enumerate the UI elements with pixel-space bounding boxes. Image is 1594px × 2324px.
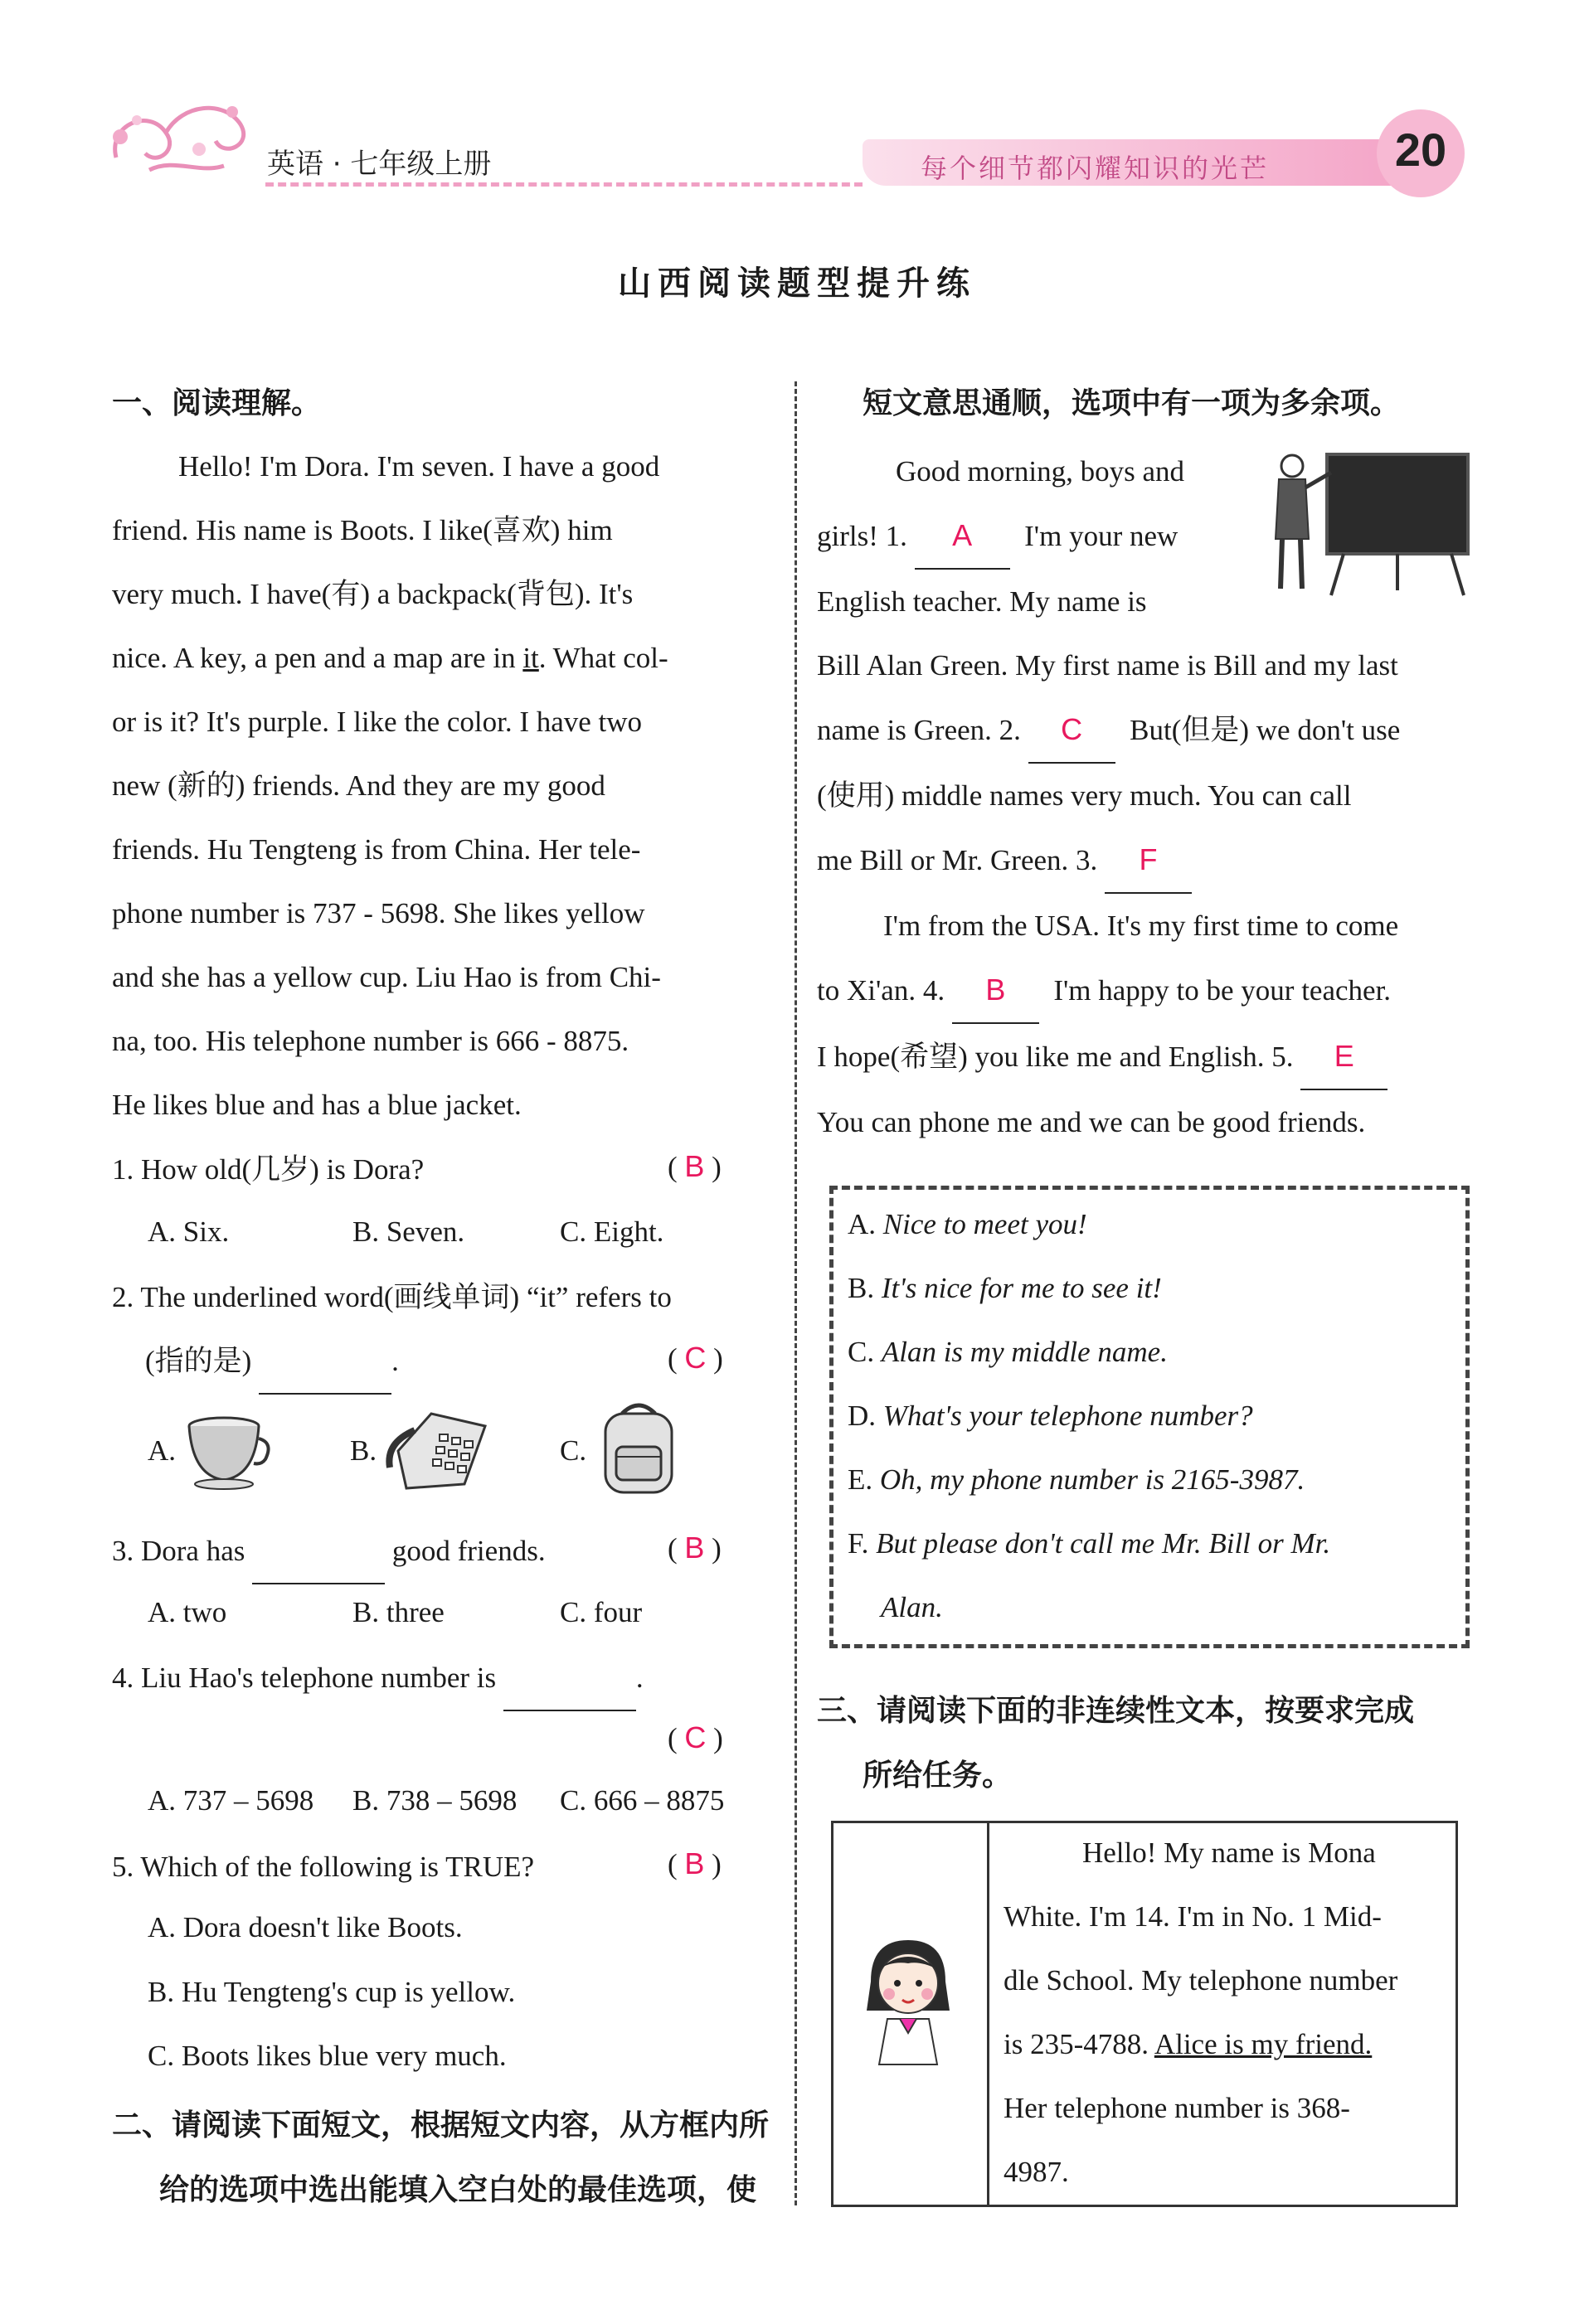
passage-line: or is it? It's purple. I like the color. I have two [112, 706, 643, 738]
card-line: Hello! My name is Mona [1082, 1836, 1376, 1869]
passage-line: to Xi'an. 4. B I'm happy to be your teacher. [817, 958, 1472, 1024]
answer-5: B [684, 1846, 705, 1880]
passage-line: I'm from the USA. It's my first time to come [883, 910, 1399, 942]
option-q3-c: C. four [560, 1596, 643, 1628]
option-q5-c: C. Boots likes blue very much. [148, 2040, 507, 2072]
passage-line: and she has a yellow cup. Liu Hao is from Chi- [112, 961, 661, 993]
passage-line: Hello! I'm Dora. I'm seven. I have a good [178, 450, 660, 483]
card-text [1004, 1821, 1443, 2204]
option-q1-a: A. Six. [148, 1215, 230, 1248]
answer-4: C [684, 1720, 707, 1754]
header-dashed-line [265, 182, 863, 187]
option-q4-a: A. 737 – 5698 [148, 1784, 314, 1817]
underlined-it: it [522, 642, 539, 674]
question-2: 2. The underlined word(画线单词) “it” refers to [112, 1281, 672, 1313]
section2-heading-line2: 给的选项中选出能填入空白处的最佳选项，使 [159, 2173, 757, 2207]
option-d: D. What's your telephone number? [848, 1400, 1253, 1432]
option-q2-c: C. [560, 1434, 587, 1467]
option-q2-b: B. [350, 1434, 377, 1467]
passage-line: You can phone me and we can be good friends. [817, 1106, 1366, 1138]
option-c: C. Alan is my middle name. [848, 1336, 1168, 1368]
card-line: dle School. My telephone number [1004, 1964, 1398, 1997]
section2-heading-line3: 短文意思通顺，选项中有一项为多余项。 [863, 386, 1401, 420]
option-f-cont: Alan. [881, 1591, 943, 1623]
passage-line: He likes blue and has a blue jacket. [112, 1089, 522, 1121]
answer-paren-5: ( B ) [668, 1846, 722, 1880]
passage-line: name is Green. 2. C But(但是) we don't use [817, 697, 1472, 764]
section3-heading-line1: 三、请阅读下面的非连续性文本，按要求完成 [817, 1694, 1415, 1728]
section2-heading-line1: 二、请阅读下面短文，根据短文内容，从方框内所 [112, 2108, 770, 2142]
answer-2: C [684, 1341, 707, 1375]
blank-answer-1: A [952, 518, 973, 552]
passage-line: Good morning, boys and [896, 455, 1185, 488]
girl-avatar [854, 1932, 962, 2073]
header-slogan: 每个细节都闪耀知识的光芒 [921, 153, 1270, 184]
answer-paren-4: ( C ) [668, 1720, 723, 1754]
option-a: A. Nice to meet you! [848, 1208, 1087, 1240]
passage-line: friend. His name is Boots. I like(喜欢) him [112, 514, 613, 546]
flower-ornament [100, 91, 265, 191]
passage-line: phone number is 737 - 5698. She likes yellow [112, 897, 645, 929]
options-list [848, 1192, 1453, 1639]
teacup-icon [182, 1405, 274, 1497]
column-divider [795, 381, 797, 2205]
option-q4-c: C. 666 – 8875 [560, 1784, 725, 1817]
section1-heading: 一、阅读理解。 [112, 386, 322, 420]
card-line: is 235-4788. Alice is my friend. [1004, 2028, 1373, 2060]
passage-line: I hope(希望) you like me and English. 5. E [817, 1024, 1472, 1090]
answer-paren-2: ( C ) [668, 1341, 723, 1375]
question-2-cont: (指的是) . [145, 1329, 399, 1395]
card-divider [987, 1821, 989, 2205]
option-e: E. Oh, my phone number is 2165-3987. [848, 1463, 1305, 1496]
option-q3-a: A. two [148, 1596, 227, 1628]
passage-line: friends. Hu Tengteng is from China. Her tele- [112, 833, 641, 866]
option-q5-a: A. Dora doesn't like Boots. [148, 1911, 463, 1943]
page-number: 20 [1394, 124, 1447, 176]
card-line: White. I'm 14. I'm in No. 1 Mid- [1004, 1900, 1382, 1933]
answer-1: B [684, 1149, 705, 1183]
passage-line: (使用) middle names very much. You can call [817, 779, 1352, 812]
passage-line: nice. A key, a pen and a map are in it. What col- [112, 642, 668, 674]
header-subject: 英语 · 七年级上册 [267, 148, 492, 181]
passage-line: girls! 1. A I'm your new [817, 503, 1472, 570]
answer-paren-1: ( B ) [668, 1149, 722, 1183]
option-q1-c: C. Eight. [560, 1215, 664, 1248]
blank-answer-4: B [985, 973, 1006, 1007]
option-b: B. It's nice for me to see it! [848, 1272, 1162, 1304]
section1-passage [112, 434, 767, 1137]
answer-3: B [684, 1531, 705, 1565]
blank-answer-5: E [1334, 1039, 1354, 1073]
section3-heading-line2: 所给任务。 [863, 1759, 1013, 1793]
passage-line: me Bill or Mr. Green. 3. F [817, 827, 1472, 894]
question-1: 1. How old(几岁) is Dora? [112, 1153, 425, 1186]
backpack-icon [593, 1397, 684, 1501]
passage-line: English teacher. My name is [817, 585, 1147, 618]
telephone-icon [381, 1401, 498, 1501]
blank-answer-2: C [1061, 712, 1083, 746]
blank-answer-3: F [1139, 842, 1158, 876]
answer-paren-3: ( B ) [668, 1531, 722, 1565]
option-f: F. But please don't call me Mr. Bill or Mr. [848, 1527, 1331, 1560]
passage-line: Bill Alan Green. My first name is Bill and my last [817, 649, 1398, 682]
option-q5-b: B. Hu Tengteng's cup is yellow. [148, 1976, 516, 2008]
section2-passage [817, 439, 1472, 1154]
underlined-sentence: Alice is my friend. [1154, 2028, 1373, 2060]
option-q2-a: A. [148, 1434, 177, 1467]
question-5: 5. Which of the following is TRUE? [112, 1851, 535, 1883]
option-q3-b: B. three [352, 1596, 445, 1628]
page-title: 山西阅读题型提升练 [618, 264, 976, 303]
card-line: Her telephone number is 368- [1004, 2092, 1350, 2124]
passage-line: new (新的) friends. And they are my good [112, 769, 605, 802]
option-q4-b: B. 738 – 5698 [352, 1784, 518, 1817]
question-4: 4. Liu Hao's telephone number is . [112, 1646, 644, 1711]
passage-line: na, too. His telephone number is 666 - 8875. [112, 1025, 629, 1057]
card-line: 4987. [1004, 2156, 1069, 2188]
question-3: 3. Dora has good friends. [112, 1519, 546, 1584]
option-q1-b: B. Seven. [352, 1215, 465, 1248]
passage-line: very much. I have(有) a backpack(背包). It's [112, 578, 634, 610]
